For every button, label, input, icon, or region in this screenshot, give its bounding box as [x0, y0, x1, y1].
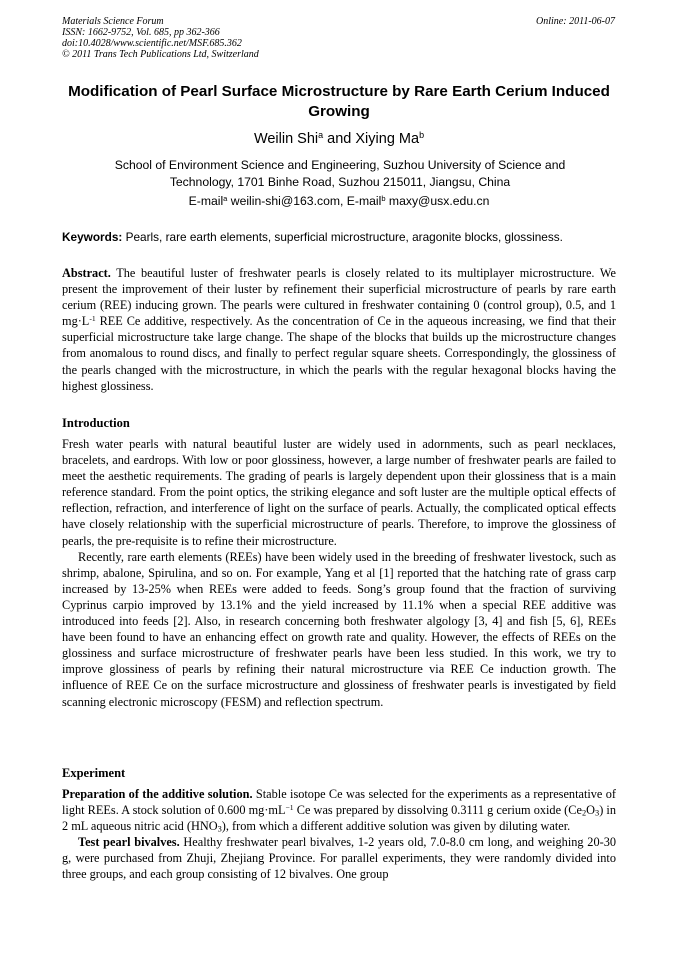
email-marker-1: a: [223, 193, 228, 203]
additive-sub-1: 2: [581, 808, 587, 818]
abstract-label: Abstract.: [62, 266, 111, 280]
introduction-paragraph-2: Recently, rare earth elements (REEs) have been widely used in the breeding of freshwater livestock, such as shrimp, abalone, Spirulina, and so on. For example, Yang et al [1] reported that the hatching rate of grass carp increased by 13-25% when REEs were added to feeds. Song’s group found that the fraction of surviving Cyprinus carpio improved by 13.1% and the yield increased by 11.1% when a special REE additive was introduced into feeds [2]. Also, in research concerning both freshwater algology [3, 4] and fish [5, 6], REEs have been found to have an enhancing effect on growth rate and quality. However, the effects of REEs on the glossiness and surface microstructure of freshwater pearls have been less studied. In this work, we try to improve glossiness of pearls by refining their natural microstructure via REE Ce induction growth. The influence of REE Ce on the surface microstructure and glossiness of freshwater pearls is investigated by field scanning electronic microscopy (FESM) and reflection spectrum.: [62, 549, 616, 709]
additive-text-a: Stable isotope Ce was selected for the experiments as a representative of light REEs. A stock solution of 0.600 mg·mL: [62, 787, 616, 818]
journal-name: Materials Science Forum: [62, 16, 164, 27]
abstract: [62, 265, 616, 394]
emails: [62, 193, 616, 209]
additive-unit-sup: −1: [285, 802, 294, 812]
experiment-heading: Experiment: [62, 766, 126, 780]
issn: ISSN: 1662-9752, Vol. 685, pp 362-366: [62, 27, 220, 38]
authors-and: and: [323, 131, 356, 147]
keywords-label: Keywords:: [62, 230, 123, 244]
email-2: maxy@usx.edu.cn: [385, 194, 490, 208]
introduction-body: [62, 436, 616, 710]
additive-sub-2: 3: [595, 808, 600, 818]
paper-title: Modification of Pearl Surface Microstructure by Rare Earth Cerium Induced Growing: [68, 83, 610, 120]
experiment-paragraph-1: [62, 786, 616, 834]
author-2-marker: b: [419, 130, 425, 141]
affiliation: School of Environment Science and Engineering, Suzhou University of Science and Technology, 1701 Binhe Road, Suzhou 215011, Jiangsu, China: [114, 158, 566, 189]
additive-text-e: ), from which a different additive solution was given by diluting water.: [221, 819, 571, 834]
email-label-1: E-mail: [188, 194, 224, 208]
abstract-unit-sup: -1: [89, 314, 96, 324]
additive-text-b: Ce was prepared by dissolving 0.3111 g cerium oxide (Ce: [293, 803, 582, 818]
online-date: Online: 2011-06-07: [536, 16, 615, 27]
additive-text-c: O: [586, 803, 596, 818]
test-bivalves-text: Healthy freshwater pearl bivalves, 1-2 years old, 7.0-8.0 cm long, and weighing 20-30 g, were purchased from Zhuji, Zhejiang Province. For parallel experiments, they were randomly divided into three groups, and each group consisting of 12 bivalves. One group: [62, 835, 616, 882]
experiment-paragraph-2: [62, 834, 616, 882]
author-1: Weilin Shi: [253, 131, 319, 147]
author-2: Xiying Ma: [355, 131, 420, 147]
additive-solution-label: Preparation of the additive solution.: [62, 787, 253, 801]
additive-text-d: ) in 2 mL aqueous nitric acid (HNO: [62, 803, 617, 834]
keywords: [62, 229, 616, 245]
keywords-text: Pearls, rare earth elements, superficial microstructure, aragonite blocks, glossiness.: [122, 230, 563, 244]
copyright: © 2011 Trans Tech Publications Ltd, Switzerland: [62, 49, 259, 60]
authors: [62, 130, 616, 148]
additive-sub-3: 3: [217, 824, 222, 834]
doi: doi:10.4028/www.scientific.net/MSF.685.362: [62, 38, 242, 49]
email-label-2: E-mail: [346, 194, 382, 208]
introduction-paragraph-1: Fresh water pearls with natural beautiful luster are widely used in adornments, such as pearl necklaces, bracelets, and eardrops. With low or poor glossiness, however, a large number of freshwater pearls are failed to meet the aesthetic requirements. The grading of pearls is largely dependent upon their glossiness that is a main reference standard. From the point optics, the striking elegance and soft luster are the multiple optical effects of reflection, refraction, and interference of light on the surface of pearls. Actually, the complicated optical effects have closely relationship with the superficial microstructure of pearls. Therefore, to improve the glossiness of pearls, the pre-requisite is to refine their microstructure.: [62, 437, 616, 548]
abstract-text-1: The beautiful luster of freshwater pearls is closely related to its multiplayer microstructure. We present the improvement of their luster by refinement their superficial microstructure of pearls by rare earth cerium (REE) inducing grown. The pearls were cultured in freshwater containing 0 (control group), 0.5, and 1 mg·L: [62, 266, 616, 329]
experiment-body: [62, 786, 616, 883]
test-bivalves-label: Test pearl bivalves.: [78, 835, 180, 850]
journal-header: [62, 16, 259, 60]
email-1: weilin-shi@163.com,: [227, 194, 347, 208]
abstract-text-2: REE Ce additive, respectively. As the concentration of Ce in the aqueous increasing, we find that their superficial microstructure take large change. The shape of the blocks that builds up the microstructure changes from anomalous to round discs, and finally to perfect regular square sheets. Correspondingly, the glossiness of the pearls changed with the microstructure, in which the pearls with the regular hexagonal blocks having the highest glossiness.: [62, 314, 616, 393]
email-marker-2: b: [381, 193, 386, 203]
author-1-marker: a: [318, 130, 324, 141]
introduction-heading: Introduction: [62, 416, 130, 430]
